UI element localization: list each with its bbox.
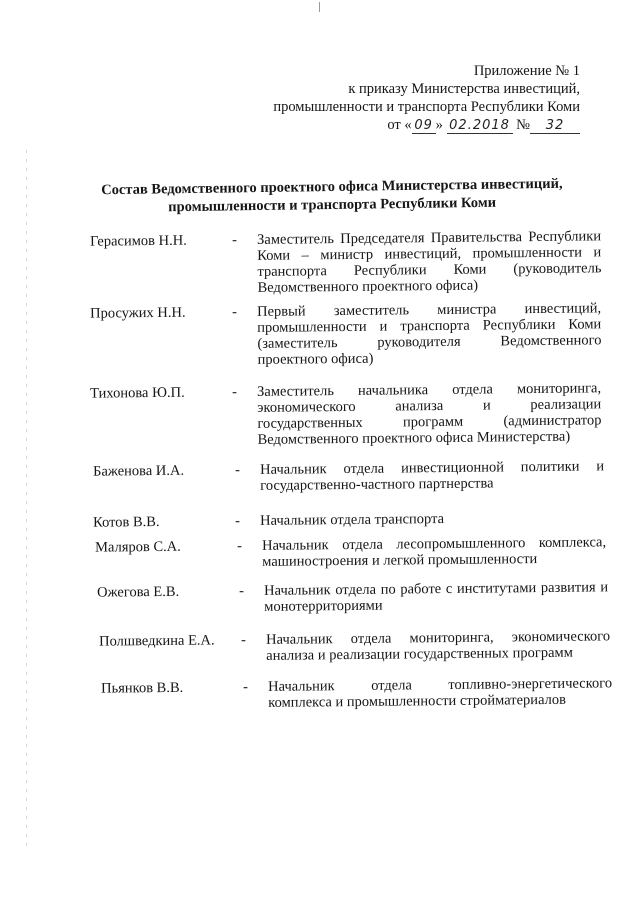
member-dash: - xyxy=(232,232,238,249)
scan-artifact-top xyxy=(319,2,320,12)
order-date-line xyxy=(273,116,580,134)
member-row xyxy=(93,509,603,531)
member-row xyxy=(90,380,602,448)
date-month-year-handwritten: 02.2018 xyxy=(447,118,513,134)
member-position: Заместитель Председателя Правительства Республики Коми – министр инвестиций, промышленности и транспорта Республики Коми (руководитель Ведомственного проектного офиса) xyxy=(257,228,602,296)
order-number-handwritten: 32 xyxy=(530,118,580,134)
appendix-number: Приложение № 1 xyxy=(473,63,580,79)
date-separator: » xyxy=(435,117,443,133)
member-position: Начальник отдела транспорта xyxy=(260,510,445,529)
member-name: Пьянков В.В. xyxy=(101,679,184,697)
member-dash: - xyxy=(243,679,249,696)
member-name: Просужих Н.Н. xyxy=(90,304,186,322)
member-row xyxy=(95,534,607,570)
number-label: № xyxy=(516,117,530,133)
order-reference: к приказу Министерства инвестиций, xyxy=(348,81,580,97)
scan-artifact-left-edge xyxy=(26,150,27,850)
member-name: Ожегова Е.В. xyxy=(97,583,180,601)
date-prefix: от « xyxy=(387,117,412,133)
member-position: Начальник отдела мониторинга, экономического анализа и реализации государственных программ xyxy=(266,628,611,664)
member-name: Герасимов Н.Н. xyxy=(90,232,187,250)
ministry-name: промышленности и транспорта Республики Коми xyxy=(273,99,580,115)
member-name: Маляров С.А. xyxy=(95,538,181,556)
member-position: Первый заместитель министра инвестиций, промышленности и транспорта Республики Коми (заместитель руководителя Ведомственного проектного офиса) xyxy=(257,300,602,368)
member-position: Начальник отдела лесопромышленного комплекса, машиностроения и легкой промышленности xyxy=(262,534,607,570)
member-name: Тихонова Ю.П. xyxy=(90,384,185,402)
member-name: Полшведкина Е.А. xyxy=(99,632,215,650)
member-dash: - xyxy=(235,462,241,479)
member-row xyxy=(101,675,613,711)
member-dash: - xyxy=(237,538,243,555)
member-position: Начальник отдела по работе с институтами развития и монотерриториями xyxy=(264,579,609,615)
member-row xyxy=(97,579,609,615)
title-line-1: Состав Ведомственного проектного офиса Министерства инвестиций, xyxy=(101,175,563,199)
member-dash: - xyxy=(232,384,238,401)
member-row xyxy=(99,628,611,664)
appendix-header xyxy=(273,62,580,134)
member-position: Начальник отдела топливно-энергетического комплекса и промышленности стройматериалов xyxy=(268,675,613,711)
date-day-handwritten: 09 xyxy=(412,118,436,134)
member-row xyxy=(93,458,605,494)
member-dash: - xyxy=(241,632,247,649)
document-title xyxy=(98,175,566,218)
member-position: Заместитель начальника отдела мониторинга, экономического анализа и реализации государственных программ (администратор Ведомственного проектного офиса Министерства) xyxy=(257,380,602,448)
member-name: Баженова И.А. xyxy=(93,462,185,480)
member-row xyxy=(90,300,602,368)
member-name: Котов В.В. xyxy=(93,513,160,531)
member-dash: - xyxy=(235,513,241,530)
member-row xyxy=(90,228,602,296)
member-dash: - xyxy=(232,304,238,321)
member-dash: - xyxy=(239,583,245,600)
title-line-2: промышленности и транспорта Республики Коми xyxy=(168,194,497,216)
member-position: Начальник отдела инвестиционной политики и государственно-частного партнерства xyxy=(260,458,605,494)
